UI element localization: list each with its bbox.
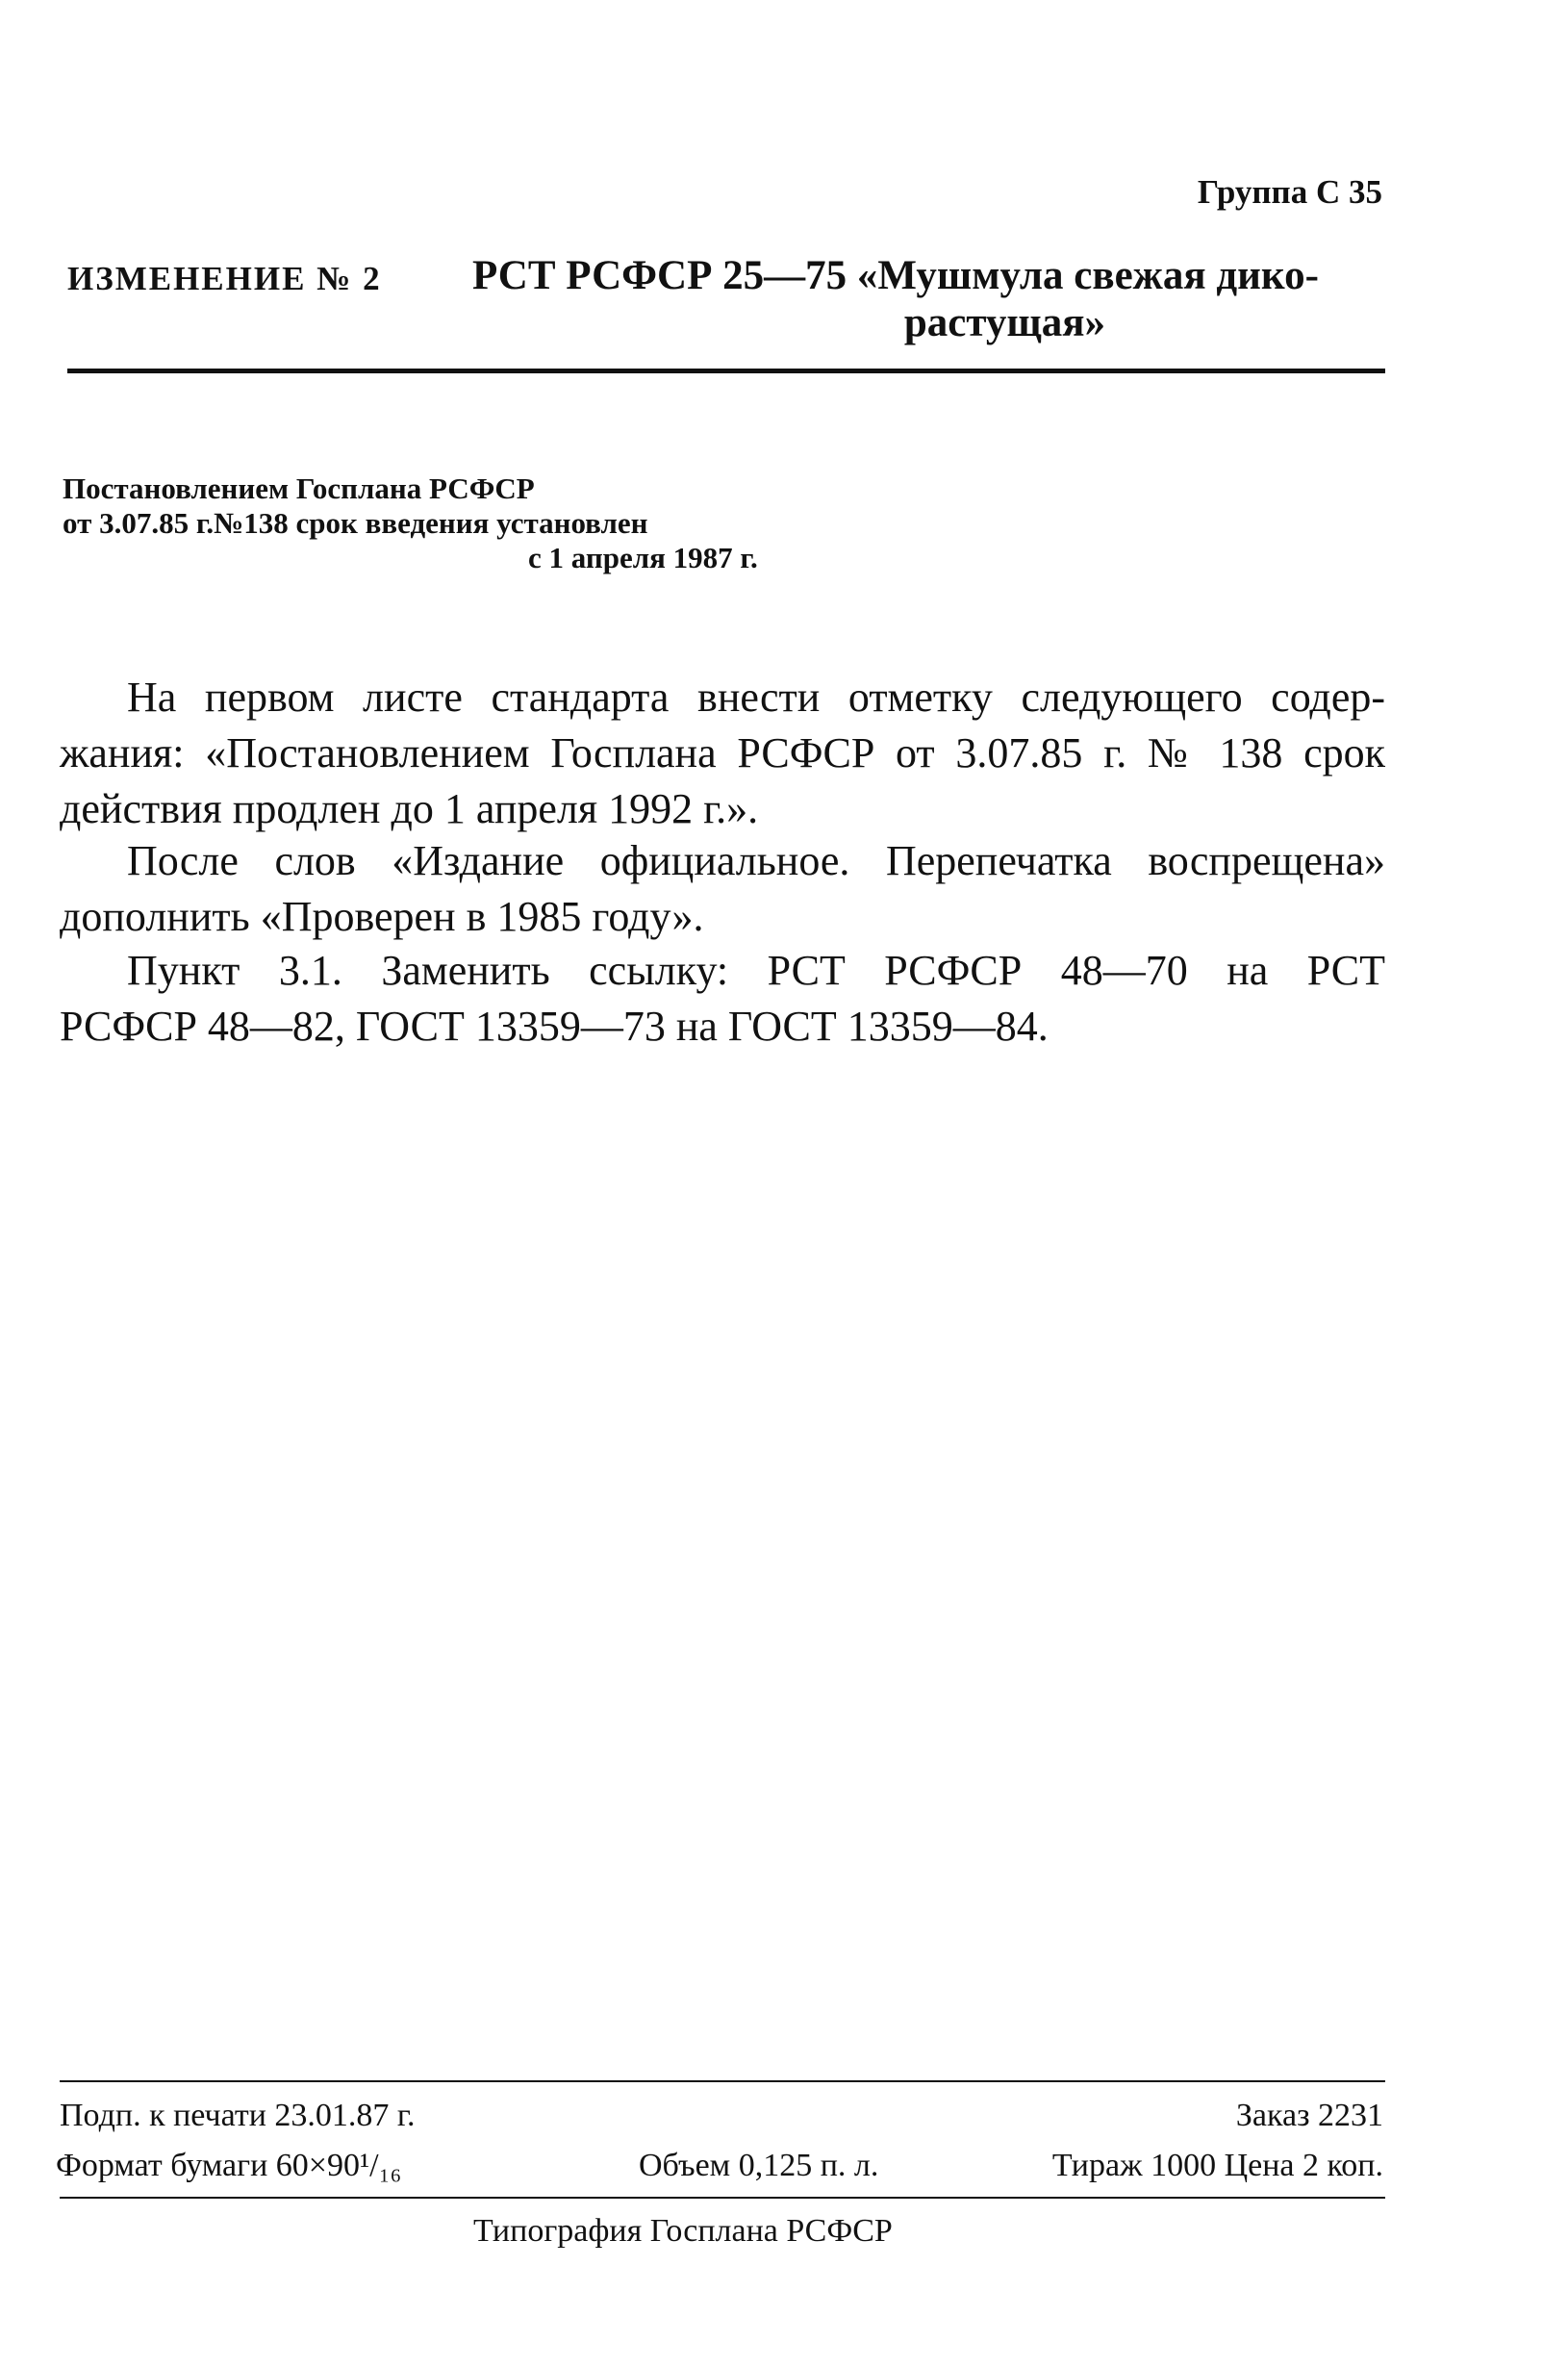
printing-house: Типография Госплана РСФСР	[473, 2213, 893, 2249]
print-volume: Объем 0,125 п. л.	[639, 2148, 879, 2183]
paragraph-1-line-2: жания: «Постановлением Госплана РСФСР от 3.07.85 г. № 138 срок	[60, 729, 1385, 777]
paragraph-2-line-1: После слов «Издание официальное. Перепечатка воспрещена»	[127, 837, 1385, 884]
decree-line-3: с 1 апреля 1987 г.	[528, 541, 758, 574]
paragraph-3-line-2: РСФСР 48—82, ГОСТ 13359—73 на ГОСТ 13359—84.	[60, 1003, 1049, 1050]
header-divider	[67, 369, 1385, 373]
paragraph-3-line-1: Пункт 3.1. Заменить ссылку: РСТ РСФСР 48—70 на РСТ	[127, 947, 1385, 994]
signed-to-print: Подп. к печати 23.01.87 г.	[60, 2098, 416, 2133]
decree-line-2: от 3.07.85 г.№138 срок введения установлен	[63, 506, 648, 540]
standard-title-line-2: растущая»	[903, 300, 1105, 345]
decree-block	[63, 471, 758, 575]
group-code: Группа С 35	[1197, 173, 1382, 211]
paragraph-1	[60, 670, 1385, 837]
decree-line-1: Постановлением Госплана РСФСР	[63, 471, 535, 505]
standard-title	[472, 252, 1384, 346]
order-number: Заказ 2231	[1235, 2098, 1383, 2133]
footer-top-rule	[60, 2080, 1385, 2082]
paragraph-2-line-2: дополнить «Проверен в 1985 году».	[60, 893, 704, 940]
paragraph-1-line-1: На первом листе стандарта внести отметку следующего содер-	[127, 674, 1385, 721]
paper-format: Формат бумаги 60×90¹/₁₆	[56, 2148, 402, 2183]
paragraph-2	[60, 833, 1385, 945]
standard-title-line-1: РСТ РСФСР 25—75 «Мушмула свежая дико-	[472, 253, 1319, 298]
footer-bottom-rule	[60, 2197, 1385, 2199]
paragraph-3	[60, 943, 1385, 1055]
change-number: ИЗМЕНЕНИЕ № 2	[67, 260, 382, 297]
print-run-price: Тираж 1000 Цена 2 коп.	[1051, 2148, 1383, 2183]
paragraph-1-line-3: действия продлен до 1 апреля 1992 г.».	[60, 785, 759, 832]
